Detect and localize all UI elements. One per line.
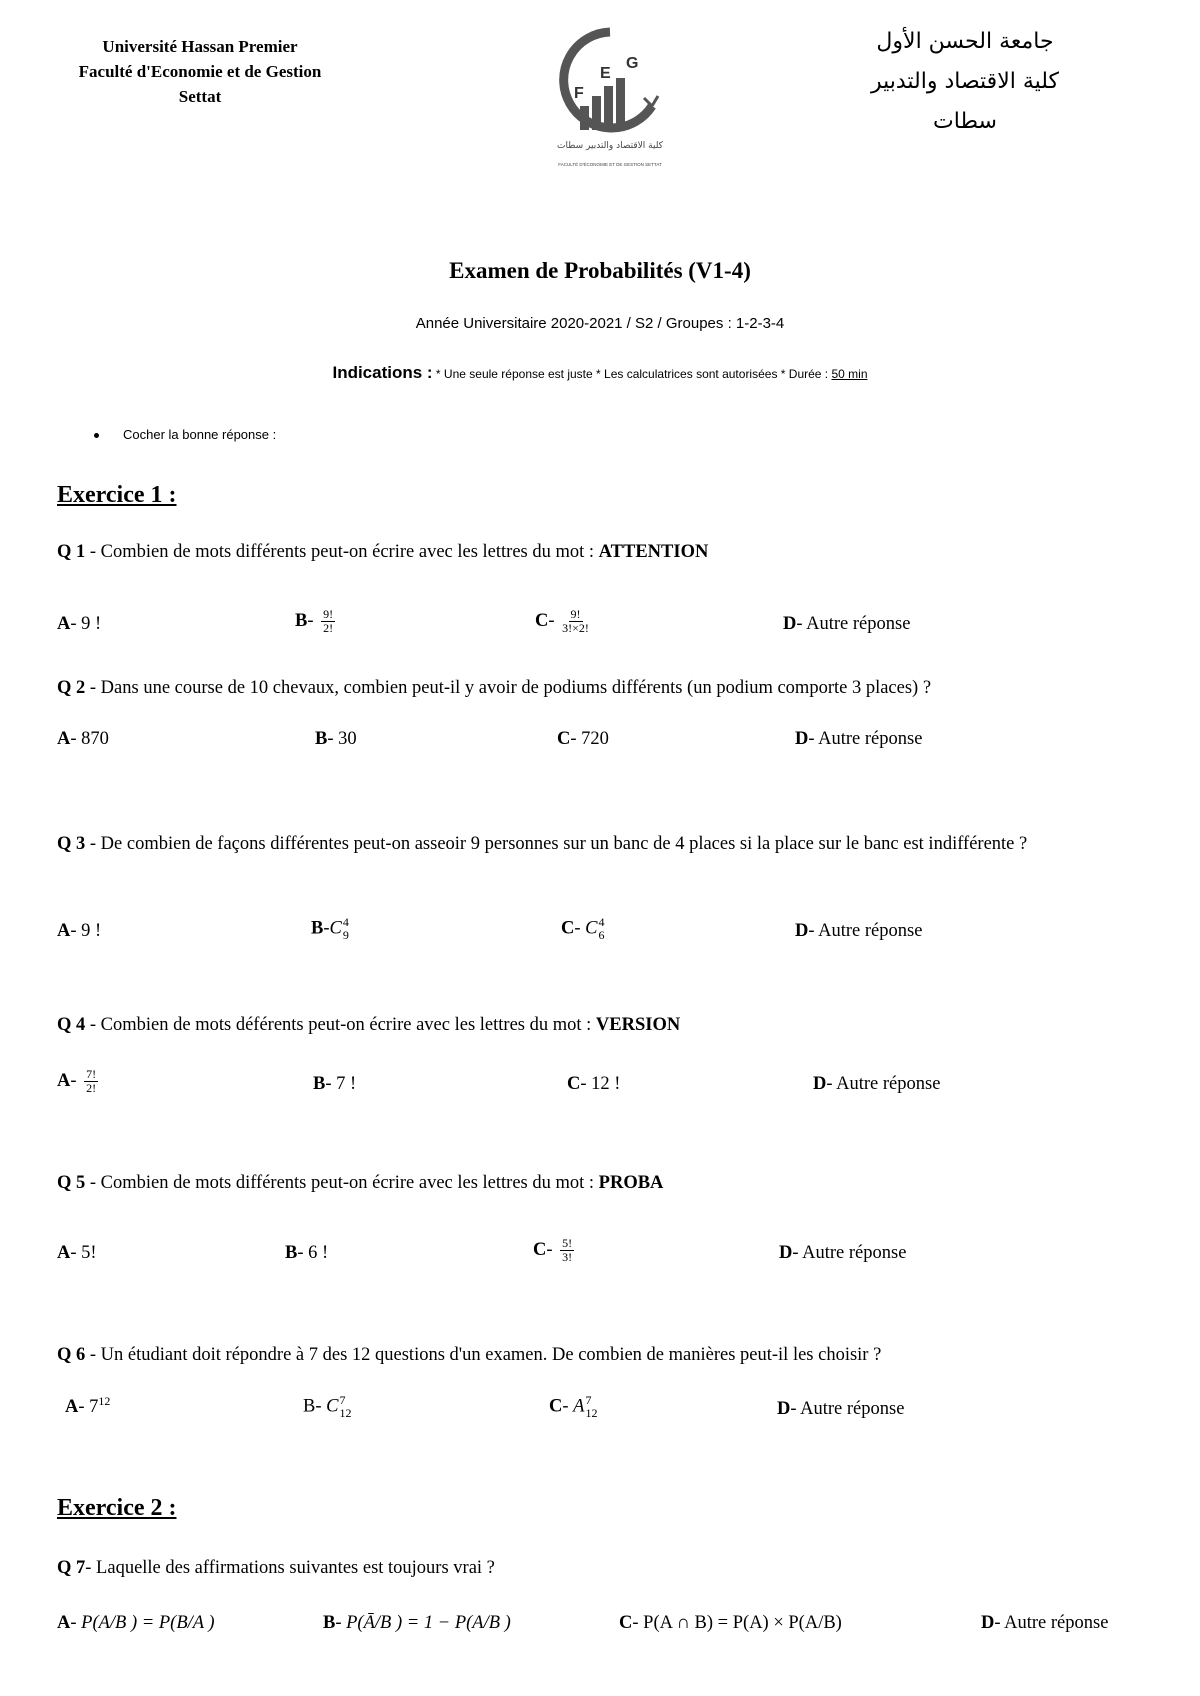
- q3-text: - De combien de façons différentes peut-on asseoir 9 personnes sur un banc de 4 places si la place sur le banc est indifférente ?: [85, 834, 1028, 854]
- q6-option-b[interactable]: B- C 7 12: [303, 1393, 352, 1420]
- question-1: [57, 537, 1147, 568]
- university-header-fr: [40, 34, 360, 109]
- q2-option-c[interactable]: C- 720: [557, 729, 609, 749]
- indications: [0, 363, 1200, 383]
- question-6: [57, 1340, 1147, 1371]
- university-name-ar: جامعة الحسن الأول: [876, 29, 1054, 54]
- instruction-item: [94, 427, 276, 442]
- q5-text: - Combien de mots différents peut-on écrire avec les lettres du mot :: [85, 1173, 599, 1193]
- q2-option-b[interactable]: B- 30: [315, 729, 357, 749]
- q4-number: Q 4: [57, 1015, 86, 1035]
- q4-word: VERSION: [595, 1015, 681, 1035]
- q6-option-d[interactable]: D- Autre réponse: [777, 1399, 905, 1419]
- university-header-ar: [830, 22, 1100, 142]
- q7-option-b[interactable]: B- P(Ā/B ) = 1 − P(A/B ): [323, 1613, 511, 1633]
- q3-option-a[interactable]: A- 9 !: [57, 921, 102, 941]
- exam-duration: 50 min: [831, 367, 868, 381]
- academic-year: Année Universitaire 2020-2021 / S2 / Groupes : 1-2-3-4: [415, 315, 785, 332]
- q1-number: Q 1: [57, 542, 86, 562]
- q7-text: - Laquelle des affirmations suivantes est toujours vrai ?: [85, 1558, 495, 1578]
- q1-option-d[interactable]: D- Autre réponse: [783, 614, 911, 634]
- question-7: [57, 1553, 1147, 1584]
- logo-caption-ar: كلية الاقتصاد والتدبير سطات: [557, 141, 663, 151]
- faculty-logo: [540, 26, 680, 176]
- q3-option-c[interactable]: C- C 4 6: [561, 915, 605, 942]
- q4-option-d[interactable]: D- Autre réponse: [813, 1074, 941, 1094]
- q4-text: - Combien de mots déférents peut-on écrire avec les lettres du mot :: [85, 1015, 596, 1035]
- question-4: [57, 1010, 1147, 1041]
- question-2: [57, 673, 1147, 704]
- q1-option-a[interactable]: A- 9 !: [57, 614, 102, 634]
- exercise-2-heading: Exercice 2 :: [57, 1495, 177, 1521]
- q2-option-a[interactable]: A- 870: [57, 729, 109, 749]
- q2-text: - Dans une course de 10 chevaux, combien peut-il y avoir de podiums différents (un podium comporte 3 places) ?: [85, 678, 932, 698]
- q3-option-b[interactable]: B-C 4 9: [311, 915, 349, 942]
- indications-text: * Une seule réponse est juste * Les calculatrices sont autorisées * Durée :: [432, 367, 832, 381]
- q3-option-d[interactable]: D- Autre réponse: [795, 921, 923, 941]
- feg-logo-icon: [540, 26, 680, 176]
- q5-option-b[interactable]: B- 6 !: [285, 1243, 329, 1263]
- q6-option-a[interactable]: A- $7^{12}$: [65, 1394, 111, 1418]
- q1-word: ATTENTION: [598, 542, 709, 562]
- q2-number: Q 2: [57, 678, 86, 698]
- q6-number: Q 6: [57, 1345, 86, 1365]
- q5-option-c[interactable]: C- $\frac{5!}{3!}$: [533, 1236, 573, 1264]
- q6-option-c[interactable]: C- A 7 12: [549, 1393, 598, 1420]
- instruction-text: Cocher la bonne réponse :: [123, 427, 277, 442]
- indications-label: Indications :: [332, 363, 433, 382]
- q7-number: Q 7: [57, 1558, 86, 1578]
- q3-number: Q 3: [57, 834, 86, 854]
- question-5: [57, 1168, 1147, 1199]
- q6-text: - Un étudiant doit répondre à 7 des 12 questions d'un examen. De combien de manières peut-il les choisir ?: [85, 1345, 882, 1365]
- university-name: Université Hassan Premier: [102, 37, 298, 56]
- q1-option-c[interactable]: C- $\frac{9!}{3!\times 2!}$: [535, 607, 589, 635]
- q4-option-c[interactable]: C- 12 !: [567, 1074, 621, 1094]
- city-name: Settat: [178, 87, 222, 106]
- faculty-name-ar: كلية الاقتصاد والتدبير: [870, 69, 1060, 94]
- q4-option-b[interactable]: B- 7 !: [313, 1074, 357, 1094]
- q5-option-a[interactable]: A- 5!: [57, 1243, 97, 1263]
- q4-option-a[interactable]: A- $\frac{7!}{2!}$: [57, 1067, 97, 1095]
- city-name-ar: سطات: [933, 109, 997, 134]
- logo-letter-f: F: [574, 85, 584, 102]
- q7-option-d[interactable]: D- Autre réponse: [981, 1613, 1109, 1633]
- logo-caption-fr: FACULTÉ D'ÉCONOMIE ET DE GESTION SETTAT: [558, 162, 662, 167]
- q2-option-d[interactable]: D- Autre réponse: [795, 729, 923, 749]
- question-3: [57, 829, 1147, 860]
- q1-text: - Combien de mots différents peut-on écrire avec les lettres du mot :: [85, 542, 599, 562]
- q5-number: Q 5: [57, 1173, 86, 1193]
- q7-option-a[interactable]: A- P(A/B ) = P(B/A ): [57, 1613, 215, 1633]
- exam-title: Examen de Probabilités (V1-4): [449, 258, 751, 283]
- logo-letter-g: G: [626, 55, 639, 72]
- exercise-1-heading: Exercice 1 :: [57, 482, 177, 508]
- q7-option-c[interactable]: C- P(A ∩ B) = P(A) × P(A/B): [619, 1613, 842, 1633]
- bullet-icon: [94, 433, 99, 438]
- q1-option-b[interactable]: B- $\frac{9!}{2!}$: [295, 607, 334, 635]
- q5-option-d[interactable]: D- Autre réponse: [779, 1243, 907, 1263]
- q5-word: PROBA: [598, 1173, 664, 1193]
- faculty-name: Faculté d'Economie et de Gestion: [78, 62, 322, 81]
- logo-letter-e: E: [600, 65, 611, 82]
